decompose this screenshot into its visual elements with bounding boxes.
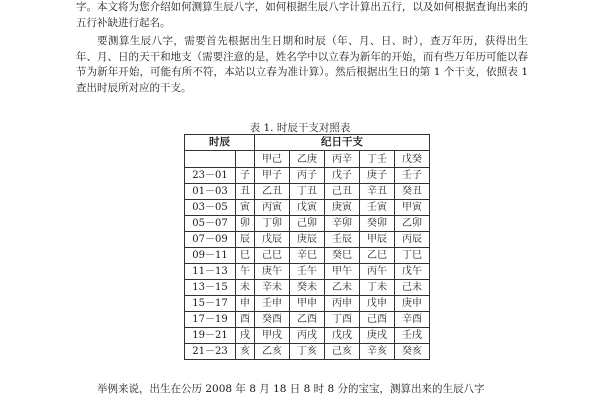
time-cell: 09－11 <box>185 248 236 264</box>
stem-branch-cell: 己卯 <box>290 216 325 232</box>
intro-paragraph: 字。本文将为您介绍如何测算生辰八字，如何根据生辰八字计算出五行，以及如何根据查询出来的五行补缺进行起名。 <box>76 1 528 29</box>
stem-branch-cell: 己亥 <box>325 344 360 360</box>
table-row <box>185 216 430 232</box>
stem-branch-cell: 丁巳 <box>395 248 430 264</box>
stem-branch-cell: 丙午 <box>360 264 395 280</box>
stem-branch-cell: 壬午 <box>290 264 325 280</box>
stem-branch-cell: 乙丑 <box>255 184 290 200</box>
time-cell: 03－05 <box>185 200 236 216</box>
table-row <box>185 344 430 360</box>
table-row <box>185 264 430 280</box>
stem-branch-cell: 丙戌 <box>290 328 325 344</box>
table-row <box>185 184 430 200</box>
stem-branch-cell: 甲申 <box>290 296 325 312</box>
time-cell: 13－15 <box>185 280 236 296</box>
stem-branch-cell: 甲子 <box>255 168 290 184</box>
stem-branch-cell: 戊寅 <box>290 200 325 216</box>
stem-branch-cell: 戊戌 <box>325 328 360 344</box>
stem-branch-cell: 乙卯 <box>395 216 430 232</box>
branch-cell: 子 <box>236 168 255 184</box>
stem-branch-cell: 丙申 <box>325 296 360 312</box>
branch-cell: 寅 <box>236 200 255 216</box>
stem-branch-cell: 己未 <box>395 280 430 296</box>
day-columns-row <box>185 151 430 168</box>
blank-cell <box>236 151 255 168</box>
table-row <box>185 248 430 264</box>
day-column-label: 戊癸 <box>395 151 430 168</box>
branch-cell: 午 <box>236 264 255 280</box>
stem-branch-cell: 壬寅 <box>360 200 395 216</box>
stem-branch-cell: 己丑 <box>325 184 360 200</box>
header-time: 时辰 <box>185 135 255 151</box>
stem-branch-cell: 丁亥 <box>290 344 325 360</box>
stem-branch-cell: 丁卯 <box>255 216 290 232</box>
day-column-label: 丙辛 <box>325 151 360 168</box>
stem-branch-cell: 丙辰 <box>395 232 430 248</box>
stem-branch-cell: 癸丑 <box>395 184 430 200</box>
stem-branch-cell: 己巳 <box>255 248 290 264</box>
method-paragraph: 要测算生辰八字，需要首先根据出生日期和时辰（年、月、日、时），查万年历，获得出生年、月、日的天干和地支（需要注意的是，姓名学中以立春为新年的开始，而有些万年历可能以春节为新年开始，可能有所不符，本站以立春为准计算）。然后根据出生日的第 1 个干支，依照表 1 查出时辰所对应的干支。 <box>76 35 528 94</box>
day-column-label: 乙庚 <box>290 151 325 168</box>
time-cell: 01－03 <box>185 184 236 200</box>
stem-branch-cell: 甲午 <box>325 264 360 280</box>
table-row <box>185 168 430 184</box>
stem-branch-cell: 壬子 <box>395 168 430 184</box>
stem-branch-cell: 戊午 <box>395 264 430 280</box>
stem-branch-cell: 癸巳 <box>325 248 360 264</box>
stem-branch-cell: 甲辰 <box>360 232 395 248</box>
branch-cell: 戌 <box>236 328 255 344</box>
stem-branch-cell: 癸未 <box>290 280 325 296</box>
day-column-label: 丁壬 <box>360 151 395 168</box>
stem-branch-cell: 辛酉 <box>395 312 430 328</box>
stem-branch-cell: 甲寅 <box>395 200 430 216</box>
example-paragraph: 举例来说，出生在公历 2008 年 8 月 18 日 8 时 8 分的宝宝，测算出来的生辰八字 <box>97 383 485 395</box>
stem-branch-cell: 壬戌 <box>395 328 430 344</box>
stem-branch-cell: 丙子 <box>290 168 325 184</box>
branch-cell: 辰 <box>236 232 255 248</box>
branch-cell: 申 <box>236 296 255 312</box>
stem-branch-cell: 庚申 <box>395 296 430 312</box>
time-cell: 07－09 <box>185 232 236 248</box>
hour-stem-branch-table <box>184 134 430 360</box>
stem-branch-cell: 庚午 <box>255 264 290 280</box>
stem-branch-cell: 乙巳 <box>360 248 395 264</box>
blank-cell <box>185 151 236 168</box>
time-cell: 15－17 <box>185 296 236 312</box>
stem-branch-cell: 辛丑 <box>360 184 395 200</box>
stem-branch-cell: 壬辰 <box>325 232 360 248</box>
stem-branch-cell: 庚寅 <box>325 200 360 216</box>
table-row <box>185 296 430 312</box>
branch-cell: 未 <box>236 280 255 296</box>
day-column-label: 甲己 <box>255 151 290 168</box>
branch-cell: 亥 <box>236 344 255 360</box>
table-row <box>185 328 430 344</box>
stem-branch-cell: 丁丑 <box>290 184 325 200</box>
stem-branch-cell: 丁未 <box>360 280 395 296</box>
time-cell: 05－07 <box>185 216 236 232</box>
stem-branch-cell: 戊申 <box>360 296 395 312</box>
header-day: 纪日干支 <box>255 135 430 151</box>
time-cell: 23－01 <box>185 168 236 184</box>
branch-cell: 酉 <box>236 312 255 328</box>
stem-branch-cell: 庚子 <box>360 168 395 184</box>
branch-cell: 卯 <box>236 216 255 232</box>
stem-branch-cell: 丙寅 <box>255 200 290 216</box>
table-row <box>185 312 430 328</box>
time-cell: 17－19 <box>185 312 236 328</box>
table-row <box>185 200 430 216</box>
branch-cell: 丑 <box>236 184 255 200</box>
stem-branch-cell: 癸卯 <box>360 216 395 232</box>
stem-branch-cell: 癸亥 <box>395 344 430 360</box>
stem-branch-cell: 乙未 <box>325 280 360 296</box>
stem-branch-cell: 庚辰 <box>290 232 325 248</box>
stem-branch-cell: 辛亥 <box>360 344 395 360</box>
stem-branch-cell: 戊子 <box>325 168 360 184</box>
stem-branch-cell: 辛巳 <box>290 248 325 264</box>
stem-branch-cell: 甲戌 <box>255 328 290 344</box>
stem-branch-cell: 乙亥 <box>255 344 290 360</box>
stem-branch-cell: 壬申 <box>255 296 290 312</box>
table-caption: 表 1. 时辰干支对照表 <box>249 122 351 134</box>
time-cell: 11－13 <box>185 264 236 280</box>
stem-branch-cell: 辛卯 <box>325 216 360 232</box>
table-header-row <box>185 135 430 151</box>
stem-branch-cell: 庚戌 <box>360 328 395 344</box>
time-cell: 21－23 <box>185 344 236 360</box>
stem-branch-cell: 戊辰 <box>255 232 290 248</box>
stem-branch-cell: 丁酉 <box>325 312 360 328</box>
time-cell: 19－21 <box>185 328 236 344</box>
branch-cell: 巳 <box>236 248 255 264</box>
stem-branch-cell: 癸酉 <box>255 312 290 328</box>
stem-branch-cell: 己酉 <box>360 312 395 328</box>
stem-branch-cell: 辛未 <box>255 280 290 296</box>
table-row <box>185 280 430 296</box>
table-row <box>185 232 430 248</box>
stem-branch-cell: 乙酉 <box>290 312 325 328</box>
